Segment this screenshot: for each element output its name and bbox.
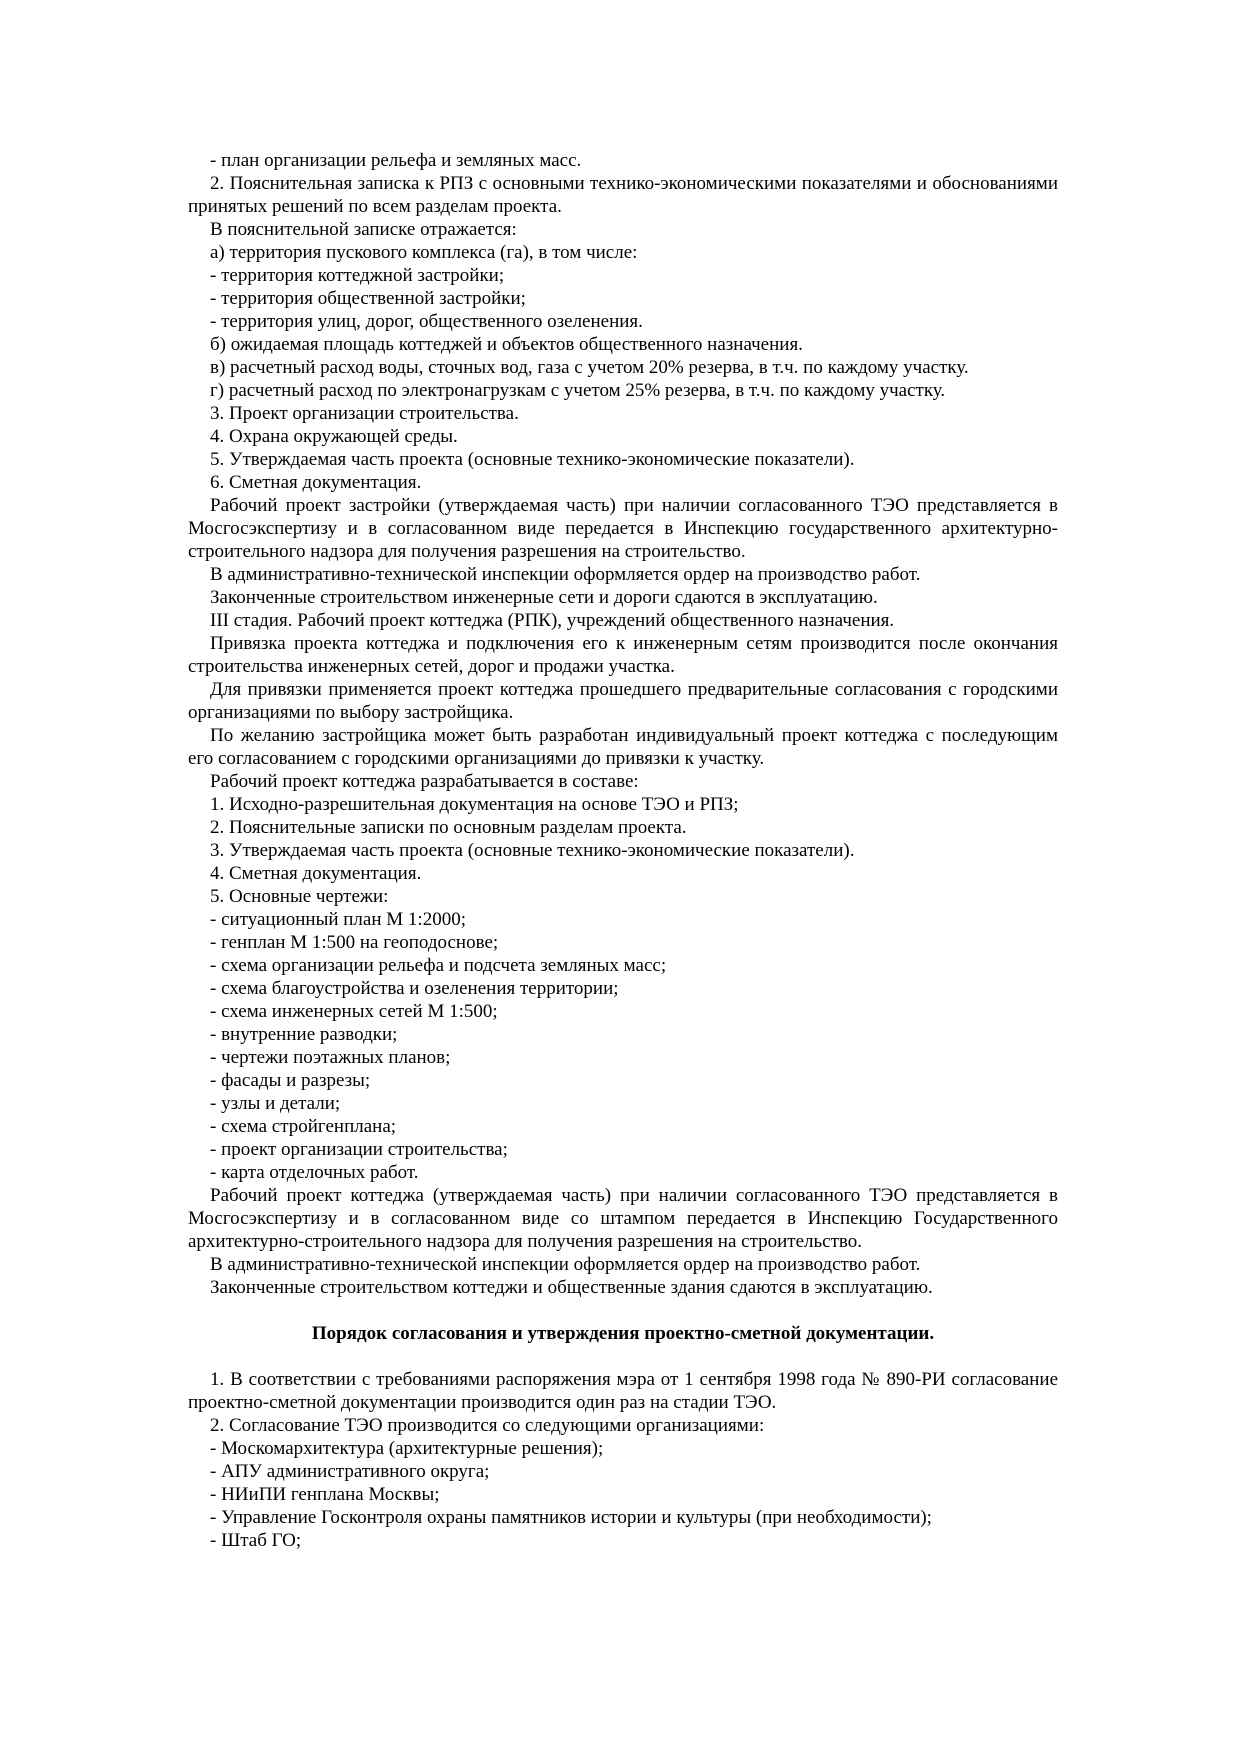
paragraph: - территория коттеджной застройки;	[210, 265, 505, 286]
paragraph: - фасады и разрезы;	[210, 1070, 371, 1091]
paragraph: - ситуационный план М 1:2000;	[210, 909, 466, 930]
paragraph: - внутренние разводки;	[210, 1024, 398, 1045]
paragraph: - Штаб ГО;	[210, 1530, 302, 1551]
paragraph: - схема стройгенплана;	[210, 1116, 397, 1137]
paragraph: 1. Исходно-разрешительная документация на основе ТЭО и РПЗ;	[210, 794, 739, 815]
paragraph: 3. Утверждаемая часть проекта (основные технико-экономические показатели).	[210, 840, 855, 861]
paragraph: 4. Охрана окружающей среды.	[210, 426, 458, 447]
paragraph: 2. Пояснительная записка к РПЗ с основными технико-экономическими показателями и обоснованиями принятых решений по всем разделам проекта.	[188, 173, 1058, 217]
paragraph: Рабочий проект коттеджа разрабатывается в составе:	[210, 771, 639, 792]
paragraph: - АПУ административного округа;	[210, 1461, 490, 1482]
section-heading: Порядок согласования и утверждения проектно-сметной документации.	[311, 1323, 935, 1344]
paragraph: В пояснительной записке отражается:	[210, 219, 517, 240]
paragraph: Для привязки применяется проект коттеджа прошедшего предварительные согласования с городскими организациями по выбору застройщика.	[188, 679, 1058, 723]
paragraph: 2. Согласование ТЭО производится со следующими организациями:	[210, 1415, 765, 1436]
paragraph: 5. Основные чертежи:	[210, 886, 389, 907]
paragraph: - чертежи поэтажных планов;	[210, 1047, 451, 1068]
paragraph: 4. Сметная документация.	[210, 863, 422, 884]
paragraph: - узлы и детали;	[210, 1093, 341, 1114]
paragraph: 5. Утверждаемая часть проекта (основные технико-экономические показатели).	[210, 449, 855, 470]
paragraph: - НИиПИ генплана Москвы;	[210, 1484, 440, 1505]
paragraph: Законченные строительством коттеджи и общественные здания сдаются в эксплуатацию.	[210, 1277, 933, 1298]
paragraph: По желанию застройщика может быть разработан индивидуальный проект коттеджа с последующим его согласованием с городскими организациями до привязки к участку.	[188, 725, 1058, 769]
paragraph: - план организации рельефа и земляных масс.	[210, 150, 582, 171]
paragraph: В административно-технической инспекции оформляется ордер на производство работ.	[210, 1254, 921, 1275]
paragraph: - схема организации рельефа и подсчета земляных масс;	[210, 955, 667, 976]
paragraph: - проект организации строительства;	[210, 1139, 508, 1160]
paragraph: - схема инженерных сетей М 1:500;	[210, 1001, 498, 1022]
paragraph: 6. Сметная документация.	[210, 472, 422, 493]
paragraph: - схема благоустройства и озеленения территории;	[210, 978, 619, 999]
paragraph: Законченные строительством инженерные сети и дороги сдаются в эксплуатацию.	[210, 587, 878, 608]
paragraph: 1. В соответствии с требованиями распоряжения мэра от 1 сентября 1998 года № 890-РИ согласование проектно-сметной документации производится один раз на стадии ТЭО.	[188, 1369, 1058, 1413]
paragraph: 2. Пояснительные записки по основным разделам проекта.	[210, 817, 687, 838]
paragraph: а) территория пускового комплекса (га), в том числе:	[210, 242, 638, 263]
paragraph: - карта отделочных работ.	[210, 1162, 419, 1183]
paragraph: В административно-технической инспекции оформляется ордер на производство работ.	[210, 564, 921, 585]
paragraph: III стадия. Рабочий проект коттеджа (РПК), учреждений общественного назначения.	[210, 610, 895, 631]
section-project-composition	[188, 149, 1058, 1299]
paragraph: - территория улиц, дорог, общественного озеленения.	[210, 311, 643, 332]
section-approval-procedure	[188, 1368, 1058, 1552]
paragraph: б) ожидаемая площадь коттеджей и объектов общественного назначения.	[210, 334, 803, 355]
paragraph: Рабочий проект коттеджа (утверждаемая часть) при наличии согласованного ТЭО представляется в Мосгосэкспертизу и в согласованном виде со штампом передается в Инспекцию Государственного архитектурно-строительного надзора для получения разрешения на строительство.	[188, 1185, 1058, 1252]
paragraph: - Москомархитектура (архитектурные решения);	[210, 1438, 604, 1459]
paragraph: Привязка проекта коттеджа и подключения его к инженерным сетям производится после окончания строительства инженерных сетей, дорог и продажи участка.	[188, 633, 1058, 677]
paragraph: - территория общественной застройки;	[210, 288, 526, 309]
paragraph: г) расчетный расход по электронагрузкам с учетом 25% резерва, в т.ч. по каждому участку.	[210, 380, 946, 401]
paragraph: в) расчетный расход воды, сточных вод, газа с учетом 20% резерва, в т.ч. по каждому участку.	[210, 357, 969, 378]
paragraph: - Управление Госконтроля охраны памятников истории и культуры (при необходимости);	[210, 1507, 932, 1528]
paragraph: Рабочий проект застройки (утверждаемая часть) при наличии согласованного ТЭО представляется в Мосгосэкспертизу и в согласованном виде передается в Инспекцию государственного архитектурно-строительного надзора для получения разрешения на строительство.	[188, 495, 1058, 562]
document-body	[188, 149, 1058, 1552]
paragraph: - генплан М 1:500 на геоподоснове;	[210, 932, 499, 953]
paragraph: 3. Проект организации строительства.	[210, 403, 519, 424]
